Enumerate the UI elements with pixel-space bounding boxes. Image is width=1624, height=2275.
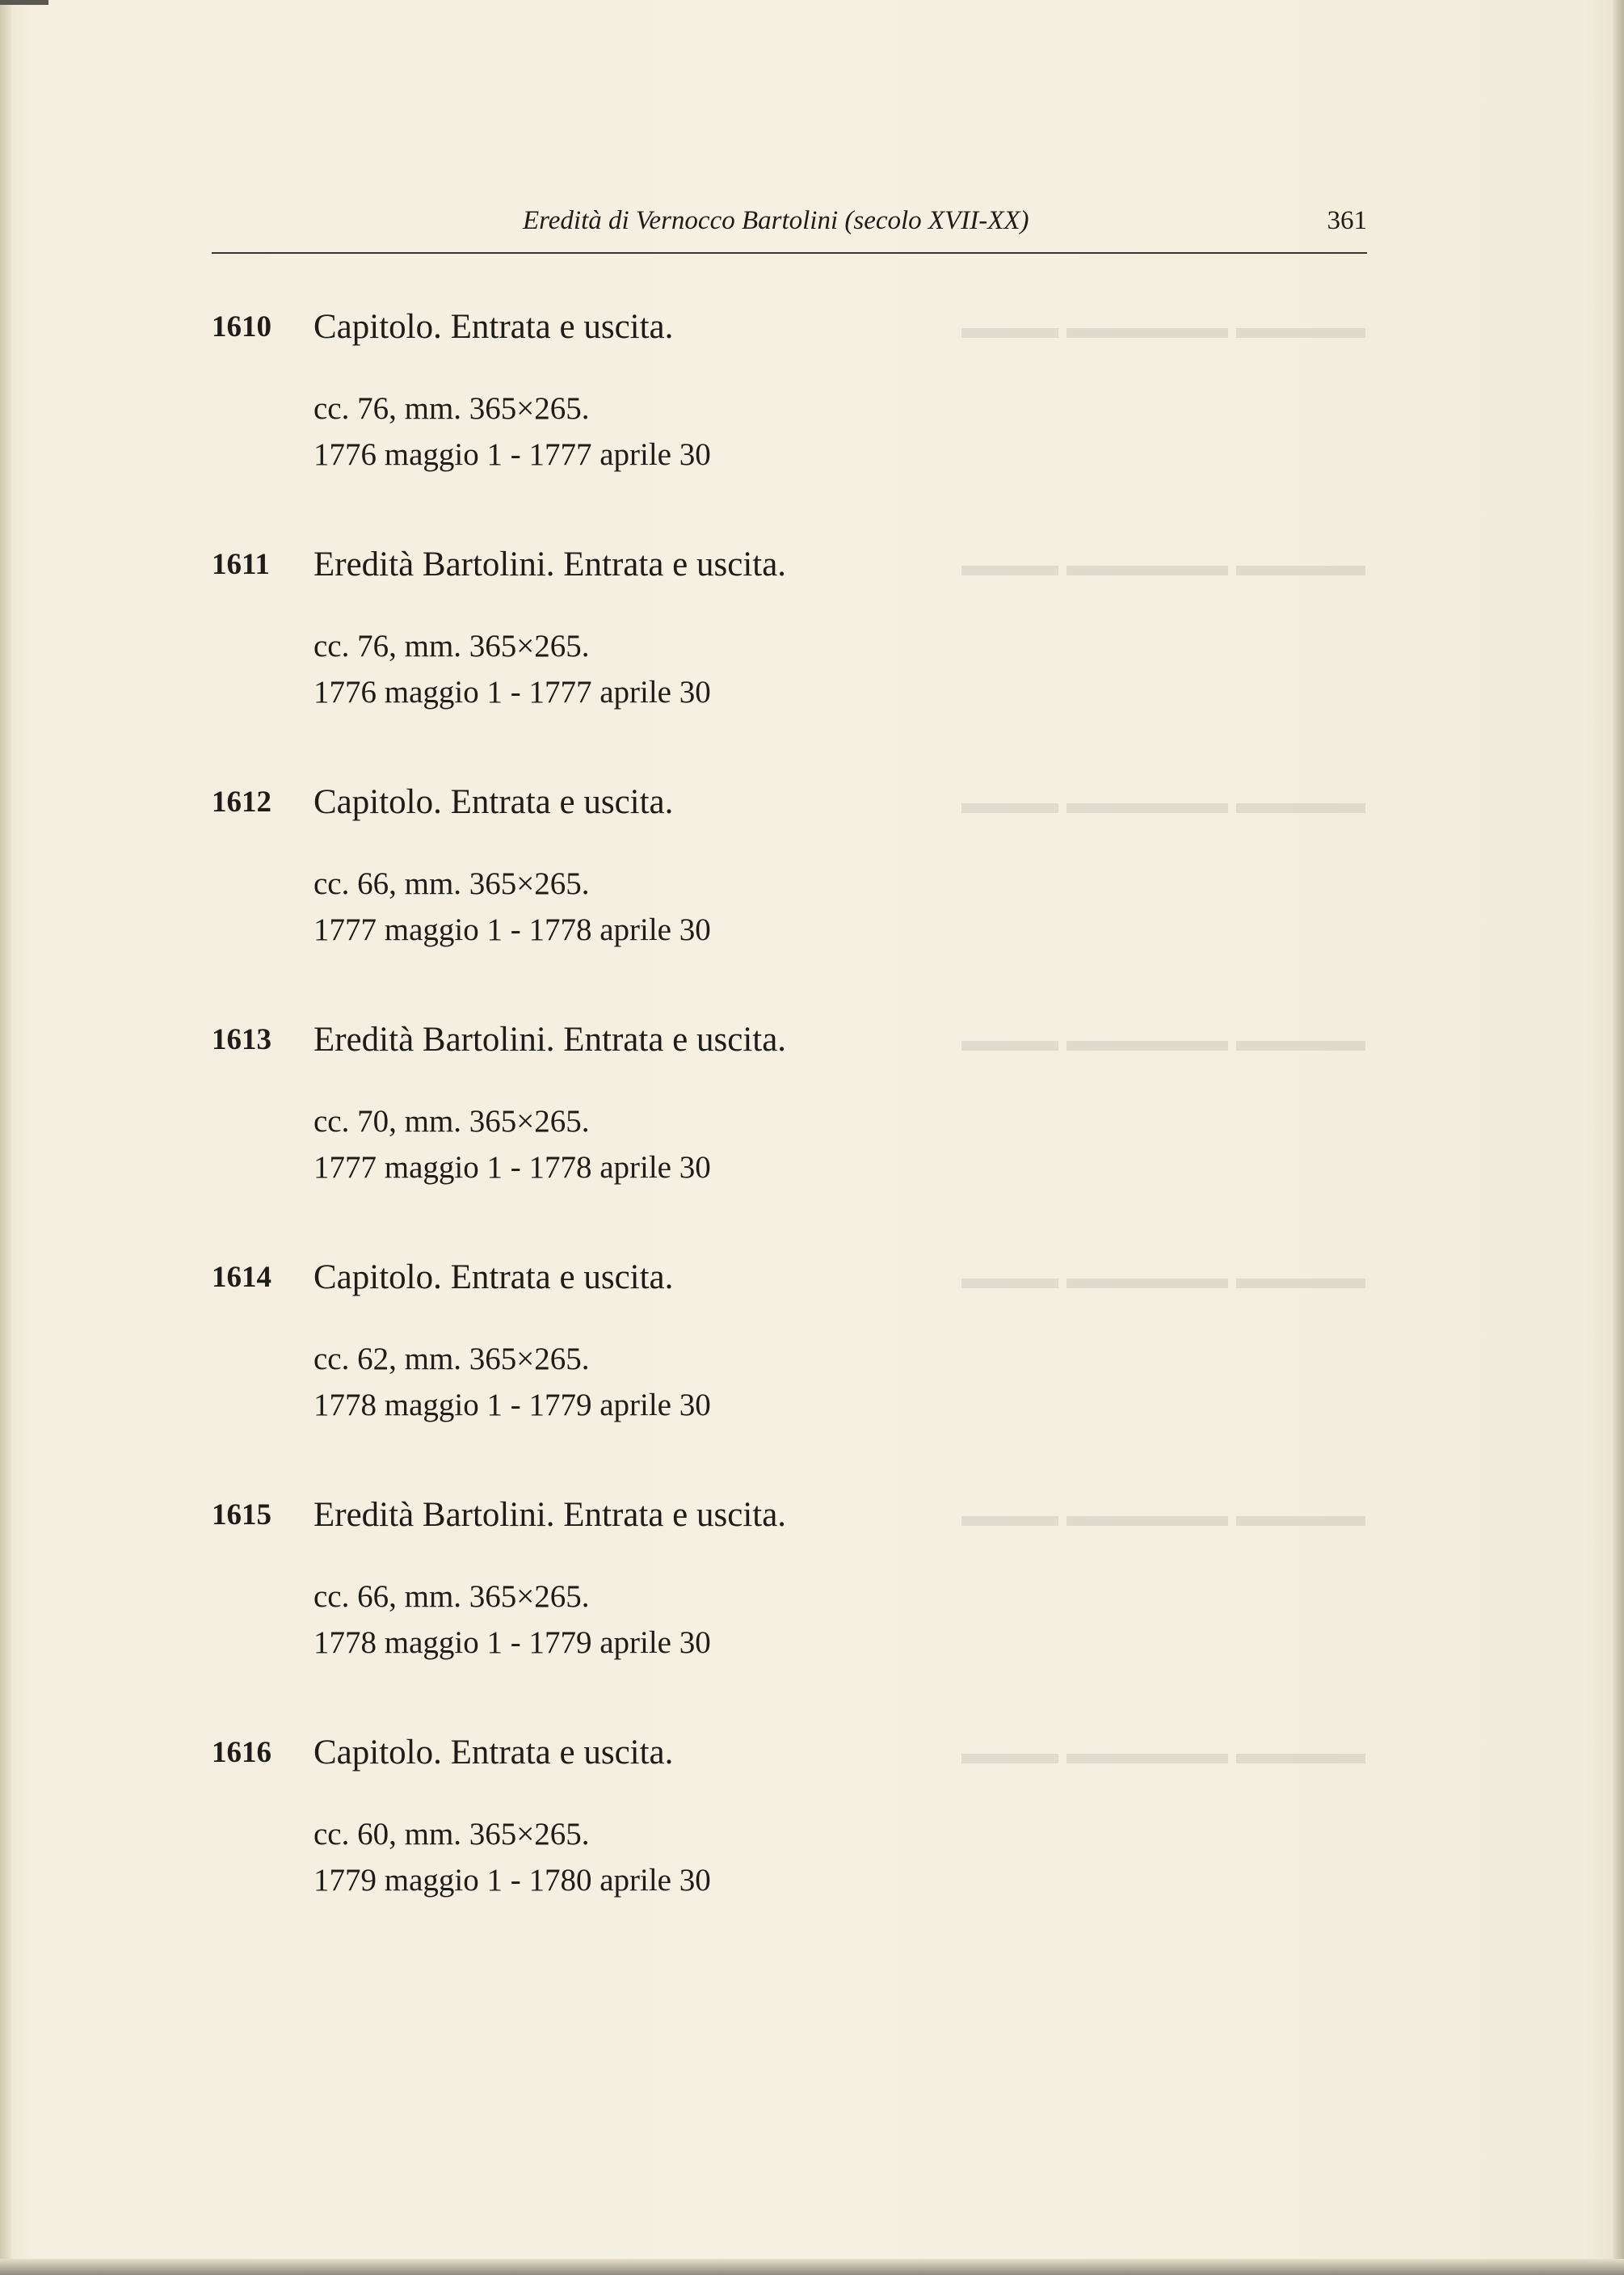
ghost-line: ▬▬▬▬ ▬▬▬▬▬ ▬▬▬ <box>961 784 1365 820</box>
ghost-line: ▬▬▬▬ ▬▬▬▬▬ ▬▬▬ <box>961 1022 1365 1058</box>
entry-1616 <box>212 1729 1343 1966</box>
ghost-line: ▬▬▬▬ ▬▬▬▬▬ ▬▬▬ <box>961 1497 1365 1533</box>
ghost-line: ▬▬▬▬ ▬▬▬▬▬ ▬▬▬ <box>961 1734 1365 1771</box>
entry-dates: 1777 maggio 1 - 1778 aprile 30 <box>313 912 711 947</box>
entry-description: cc. 60, mm. 365×265. <box>313 1817 590 1852</box>
entry-dates: 1776 maggio 1 - 1777 aprile 30 <box>313 437 711 472</box>
entry-dates: 1778 maggio 1 - 1779 aprile 30 <box>313 1388 711 1422</box>
entry-number: 1615 <box>212 1498 271 1531</box>
entry-list <box>212 303 1343 1966</box>
entry-title: Capitolo. Entrata e uscita. <box>313 308 674 346</box>
entry-1611 <box>212 541 1343 778</box>
entry-title: Eredità Bartolini. Entrata e uscita. <box>313 1021 787 1059</box>
running-header <box>212 206 1367 248</box>
entry-dates: 1777 maggio 1 - 1778 aprile 30 <box>313 1150 711 1185</box>
entry-number: 1616 <box>212 1736 271 1769</box>
entry-description: cc. 66, mm. 365×265. <box>313 866 590 901</box>
entry-title: Capitolo. Entrata e uscita. <box>313 1734 674 1772</box>
ghost-line: ▬▬▬▬ ▬▬▬▬▬ ▬▬▬ <box>961 546 1365 583</box>
entry-description: cc. 76, mm. 365×265. <box>313 391 590 426</box>
entry-title: Capitolo. Entrata e uscita. <box>313 783 674 821</box>
entry-1615 <box>212 1491 1343 1729</box>
page-number: 361 <box>1327 206 1367 235</box>
entry-description: cc. 70, mm. 365×265. <box>313 1104 590 1139</box>
entry-dates: 1776 maggio 1 - 1777 aprile 30 <box>313 675 711 710</box>
entry-description: cc. 66, mm. 365×265. <box>313 1579 590 1614</box>
entry-number: 1614 <box>212 1261 271 1294</box>
entry-1612 <box>212 778 1343 1016</box>
entry-dates: 1778 maggio 1 - 1779 aprile 30 <box>313 1625 711 1660</box>
entry-1614 <box>212 1253 1343 1491</box>
entry-description: cc. 76, mm. 365×265. <box>313 629 590 664</box>
page-left-edge <box>0 0 11 2275</box>
entry-title: Eredità Bartolini. Entrata e uscita. <box>313 1496 787 1534</box>
running-title: Eredità di Vernocco Bartolini (secolo XVII-XX) <box>523 206 1029 235</box>
entry-description: cc. 62, mm. 365×265. <box>313 1342 590 1376</box>
entry-title: Eredità Bartolini. Entrata e uscita. <box>313 546 787 583</box>
entry-number: 1610 <box>212 310 271 343</box>
entry-title: Capitolo. Entrata e uscita. <box>313 1258 674 1296</box>
entry-number: 1612 <box>212 786 271 819</box>
ghost-line: ▬▬▬▬ ▬▬▬▬▬ ▬▬▬ <box>961 1259 1365 1295</box>
page-right-edge <box>1613 0 1624 2275</box>
entry-1610 <box>212 303 1343 541</box>
page-bottom-edge <box>0 2259 1624 2275</box>
entry-dates: 1779 maggio 1 - 1780 aprile 30 <box>313 1863 711 1898</box>
ghost-line: ▬▬▬▬ ▬▬▬▬▬ ▬▬▬ <box>961 309 1365 345</box>
entry-1613 <box>212 1016 1343 1253</box>
entry-number: 1611 <box>212 548 270 581</box>
header-rule <box>212 252 1367 254</box>
entry-number: 1613 <box>212 1023 271 1056</box>
page-top-corner <box>0 0 48 5</box>
